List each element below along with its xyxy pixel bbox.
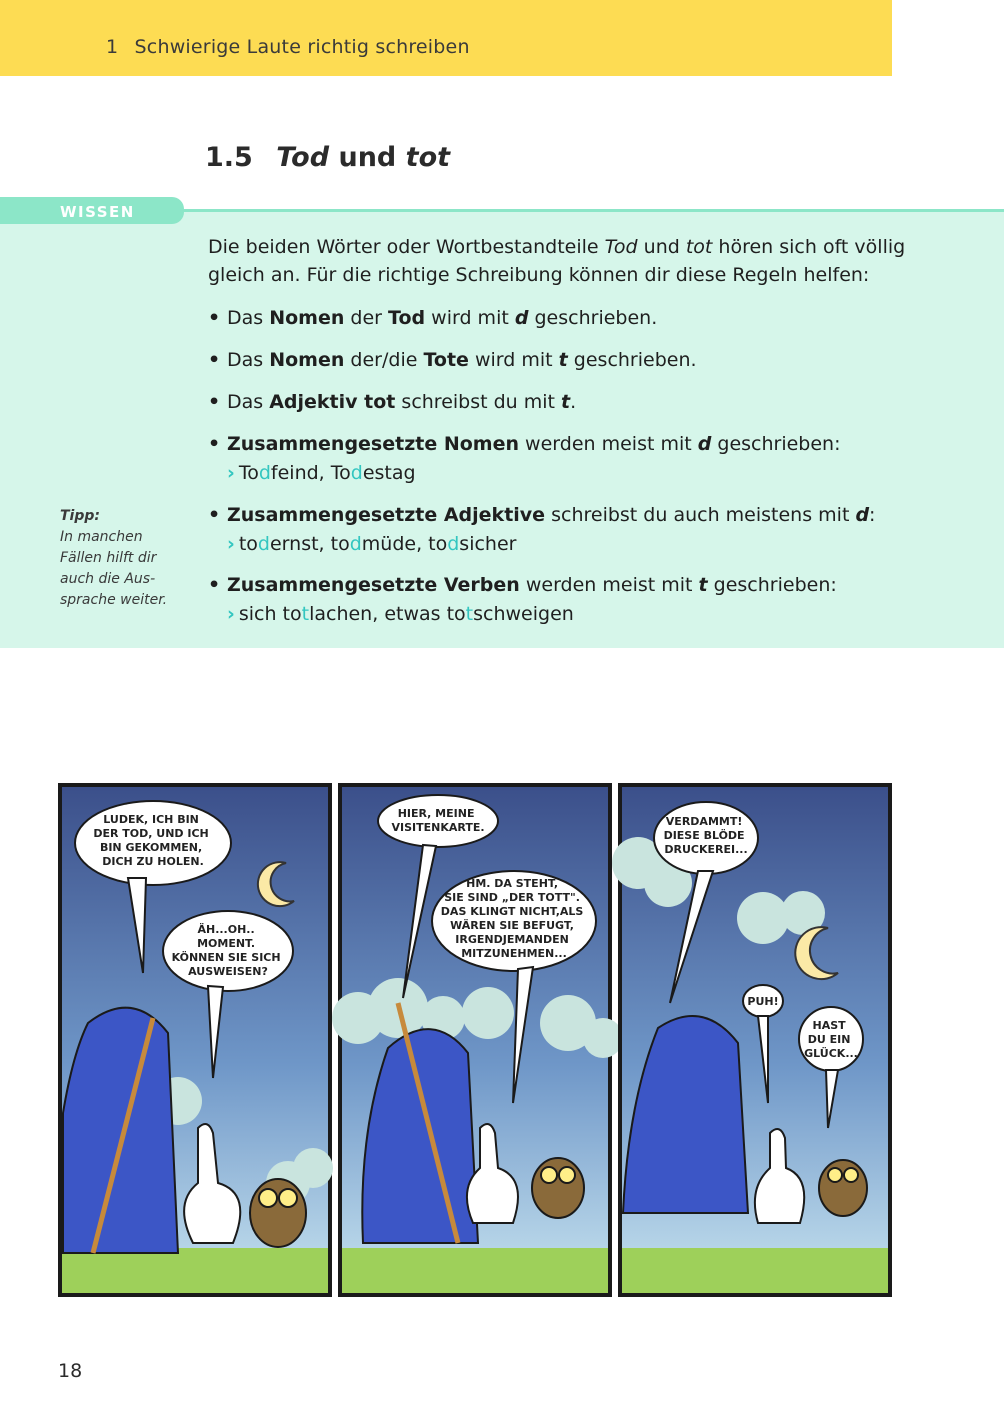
rule-text: Das <box>227 349 270 371</box>
bubble-line: BIN GEKOMMEN, <box>99 841 203 854</box>
rule-3 <box>208 388 908 417</box>
bubble-line: KÖNNEN SIE SICH <box>171 951 281 964</box>
svg-text:HIER, MEINE VISITENKAR <box>391 807 484 834</box>
example-text: etwas to <box>384 603 466 625</box>
owl <box>819 1160 867 1216</box>
rule-text: werden meist mit <box>519 574 699 596</box>
rule-text: geschrieben: <box>711 433 841 455</box>
wissen-intro <box>208 233 908 289</box>
example-text: schweigen <box>473 603 574 625</box>
rule-text: geschrieben. <box>528 307 658 329</box>
bubble-line: HM. DA STEHT, <box>466 877 559 890</box>
chapter-title: Schwierige Laute richtig schreiben <box>134 36 470 58</box>
bubble-line: ÄH...OH.. <box>197 923 255 936</box>
example-highlight: d <box>350 462 363 484</box>
section-word-und: und <box>338 142 397 173</box>
example-text: to <box>428 533 448 555</box>
comic-panel-3 <box>612 785 890 1295</box>
rule-4 <box>208 430 908 488</box>
rule-text: der/die <box>344 349 424 371</box>
bubble-line: DIESE BLÖDE <box>663 829 745 842</box>
example-text: to <box>330 533 350 555</box>
bubble-line: HIER, MEINE <box>397 807 475 820</box>
example-highlight: d <box>257 533 270 555</box>
bullet: • <box>208 349 221 371</box>
bubble-line: LUDEK, ICH BIN <box>103 813 199 826</box>
example-text: sicher <box>459 533 517 555</box>
tipp-note <box>60 506 172 611</box>
intro-text-b: und <box>637 236 686 258</box>
rule-5 <box>208 501 908 559</box>
bubble-line: IRGENDJEMANDEN <box>455 933 569 946</box>
rule-letter: d <box>697 433 712 455</box>
rule-text: : <box>869 504 876 526</box>
bubble-line: DRUCKEREI... <box>664 843 748 856</box>
grim-reaper <box>63 1008 178 1253</box>
example-highlight: t <box>301 603 310 625</box>
bubble-line: DER TOD, UND ICH <box>93 827 209 840</box>
rule-bold: Zusammengesetzte Adjektive <box>227 504 546 526</box>
rule-text: werden meist mit <box>519 433 698 455</box>
bubble-line: GLÜCK... <box>804 1047 858 1060</box>
example-text: sich to <box>238 603 302 625</box>
bubble-line: WÄREN SIE BEFUGT, <box>450 919 574 932</box>
bubble-line: VISITENKARTE. <box>391 821 485 834</box>
rule-examples <box>227 600 908 629</box>
bubble-line: HAST <box>812 1019 846 1032</box>
rule-letter: d <box>514 307 529 329</box>
bubble-line: VERDAMMT! <box>665 815 743 828</box>
example-text: lachen, <box>309 603 385 625</box>
rule-examples <box>227 530 908 559</box>
comic-strip <box>58 783 892 1298</box>
intro-tot: tot <box>685 236 713 258</box>
wissen-label: WISSEN <box>60 203 135 221</box>
arrow-icon: › <box>227 603 235 625</box>
example-text: to <box>238 533 258 555</box>
bubble-line: MITZUNEHMEN... <box>461 947 567 960</box>
rule-bold: Zusammengesetzte Verben <box>227 574 520 596</box>
example-highlight: d <box>447 533 460 555</box>
rule-text: wird mit <box>425 307 515 329</box>
example-text: feind, <box>270 462 331 484</box>
rule-letter: t <box>561 391 571 413</box>
bubble-line: SIE SIND „DER TOTT". <box>444 891 580 904</box>
bullet: • <box>208 504 221 526</box>
svg-text:PUH! <box>747 995 778 1008</box>
rule-text: Das <box>227 391 270 413</box>
rule-1 <box>208 304 908 333</box>
rule-letter: t <box>558 349 568 371</box>
example-text: estag <box>362 462 416 484</box>
bubble-line: DU EIN <box>807 1033 851 1046</box>
example-text: müde, <box>361 533 429 555</box>
section-number: 1.5 <box>205 142 253 173</box>
section-word-tod: Tod <box>276 142 330 173</box>
chapter-header <box>106 36 470 58</box>
bubble-line: AUSWEISEN? <box>188 965 268 978</box>
section-word-tot: tot <box>405 142 451 173</box>
example-highlight: d <box>349 533 362 555</box>
svg-text:LUDEK, ICH BIN DER TOD <box>93 813 212 868</box>
rule-bold: Tod <box>388 307 426 329</box>
arrow-icon: › <box>227 462 235 484</box>
chapter-number: 1 <box>106 36 119 58</box>
rule-text: wird mit <box>468 349 559 371</box>
arrow-icon: › <box>227 533 235 555</box>
bubble-line: MOMENT. <box>197 937 256 950</box>
rule-text: schreibst du mit <box>395 391 562 413</box>
bubble-line: DAS KLINGT NICHT,ALS <box>440 905 584 918</box>
example-text: To <box>238 462 259 484</box>
owl <box>250 1179 306 1247</box>
rule-text: geschrieben. <box>567 349 697 371</box>
grass <box>342 1248 608 1293</box>
rule-bold: Adjektiv tot <box>269 391 396 413</box>
rule-bold: Zusammengesetzte Nomen <box>227 433 520 455</box>
example-highlight: t <box>465 603 474 625</box>
bubble-line: DICH ZU HOLEN. <box>102 855 204 868</box>
bullet: • <box>208 307 221 329</box>
grass <box>622 1248 888 1293</box>
rule-examples <box>227 459 908 488</box>
rule-text: Das <box>227 307 270 329</box>
page-number: 18 <box>58 1360 83 1382</box>
example-text: ernst, <box>269 533 331 555</box>
section-title <box>205 142 450 173</box>
intro-tod: Tod <box>604 236 638 258</box>
rule-text: der <box>344 307 389 329</box>
bullet: • <box>208 391 221 413</box>
rule-letter: d <box>855 504 870 526</box>
example-highlight: d <box>258 462 271 484</box>
rule-bold: Tote <box>423 349 469 371</box>
rule-2 <box>208 346 908 375</box>
rule-text: schreibst du auch meistens mit <box>545 504 856 526</box>
comic-panel-1 <box>60 785 333 1295</box>
rule-6 <box>208 571 908 629</box>
bullet: • <box>208 574 221 596</box>
intro-text-a: Die beiden Wörter oder Wortbestandteile <box>208 236 605 258</box>
rule-bold: Nomen <box>269 307 345 329</box>
example-text: To <box>330 462 351 484</box>
svg-text:VERDAMMT! DIESE BLÖDE <box>664 815 749 856</box>
comic-panel-2 <box>332 785 623 1295</box>
rule-text: . <box>570 391 577 413</box>
rule-bold: Nomen <box>269 349 345 371</box>
tipp-title: Tipp: <box>60 508 100 524</box>
tipp-text: In manchen Fällen hilft dir auch die Aussprache weiter. <box>60 529 168 608</box>
bubble-line: PUH! <box>747 995 779 1008</box>
rule-letter: t <box>698 574 708 596</box>
owl <box>532 1158 584 1218</box>
bullet: • <box>208 433 221 455</box>
intro-text-c: hören sich oft völlig gleich an. Für die richtige Schreibung können dir diese Regeln helfen: <box>208 236 906 286</box>
grass <box>62 1248 328 1293</box>
rule-text: geschrieben: <box>707 574 837 596</box>
